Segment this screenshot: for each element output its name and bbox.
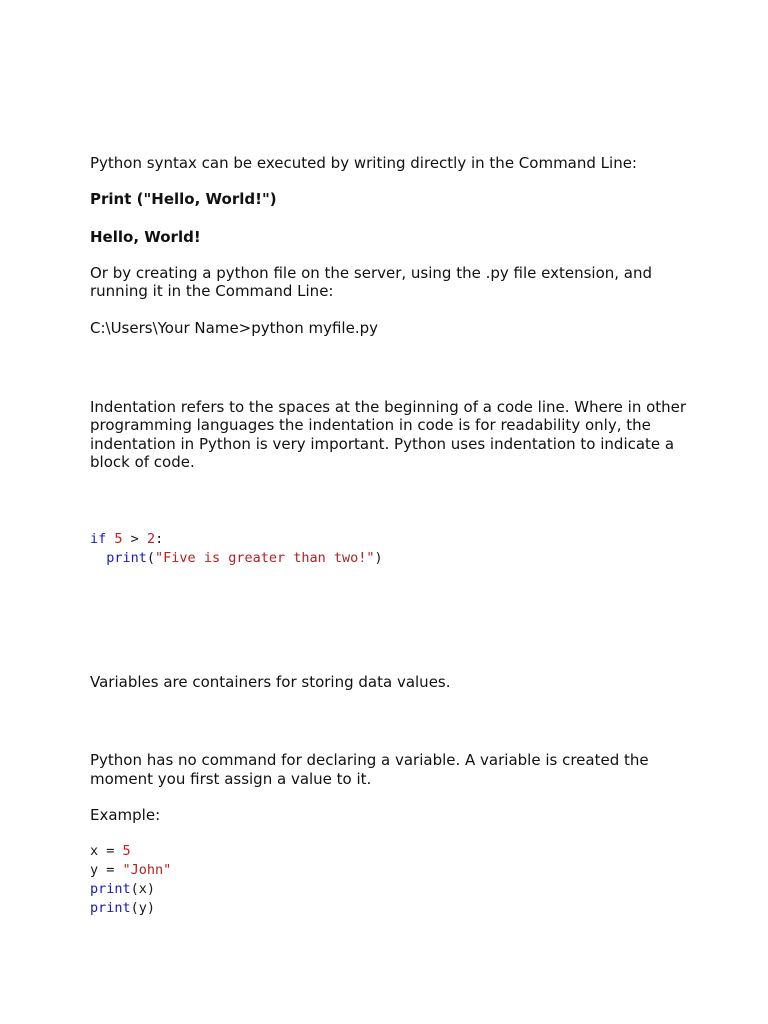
variables-intro-text: Variables are containers for storing data values. <box>90 673 451 691</box>
close-paren: ) <box>374 550 383 566</box>
indentation-paragraph-line-2: programming languages the indentation in code is for readability only, the <box>90 416 651 434</box>
colon: : <box>155 531 164 547</box>
print-args: (y) <box>130 900 156 916</box>
indentation-code-line-2 <box>90 549 383 568</box>
print-example-heading: Print ("Hello, World!") <box>90 190 277 208</box>
x-assignment: x = <box>90 843 123 859</box>
variables-code-line-1 <box>90 842 131 861</box>
print-keyword: print <box>90 881 131 897</box>
variables-code-line-3 <box>90 880 155 899</box>
if-keyword: if <box>90 531 107 547</box>
operator: > <box>122 531 147 547</box>
indentation-code-line-1 <box>90 530 163 549</box>
variables-code-line-4 <box>90 899 155 918</box>
variable-declaration-line-2: moment you first assign a value to it. <box>90 770 372 788</box>
print-args: (x) <box>130 881 156 897</box>
print-keyword: print <box>106 550 147 566</box>
open-paren: ( <box>146 550 156 566</box>
python-file-text-line-1: Or by creating a python file on the server, using the .py file extension, and <box>90 264 653 282</box>
variables-code-line-2 <box>90 861 171 880</box>
indentation-paragraph-line-4: block of code. <box>90 453 195 471</box>
number-literal: 2 <box>146 531 156 547</box>
number-literal: 5 <box>122 843 131 859</box>
variable-declaration-line-1: Python has no command for declaring a variable. A variable is created the <box>90 751 649 769</box>
print-output-heading: Hello, World! <box>90 228 201 246</box>
command-line-example: C:\Users\Your Name>python myfile.py <box>90 319 378 337</box>
print-keyword: print <box>90 900 131 916</box>
intro-command-line-text: Python syntax can be executed by writing directly in the Command Line: <box>90 154 637 172</box>
example-label: Example: <box>90 806 161 824</box>
indent <box>90 550 106 566</box>
indentation-paragraph-line-1: Indentation refers to the spaces at the beginning of a code line. Where in other <box>90 398 687 416</box>
number-literal: 5 <box>114 531 123 547</box>
y-assignment: y = <box>90 862 123 878</box>
string-literal: "John" <box>122 862 172 878</box>
python-file-text-line-2: running it in the Command Line: <box>90 282 334 300</box>
indentation-paragraph-line-3: indentation in Python is very important. Python uses indentation to indicate a <box>90 435 675 453</box>
string-literal: "Five is greater than two!" <box>155 550 375 566</box>
